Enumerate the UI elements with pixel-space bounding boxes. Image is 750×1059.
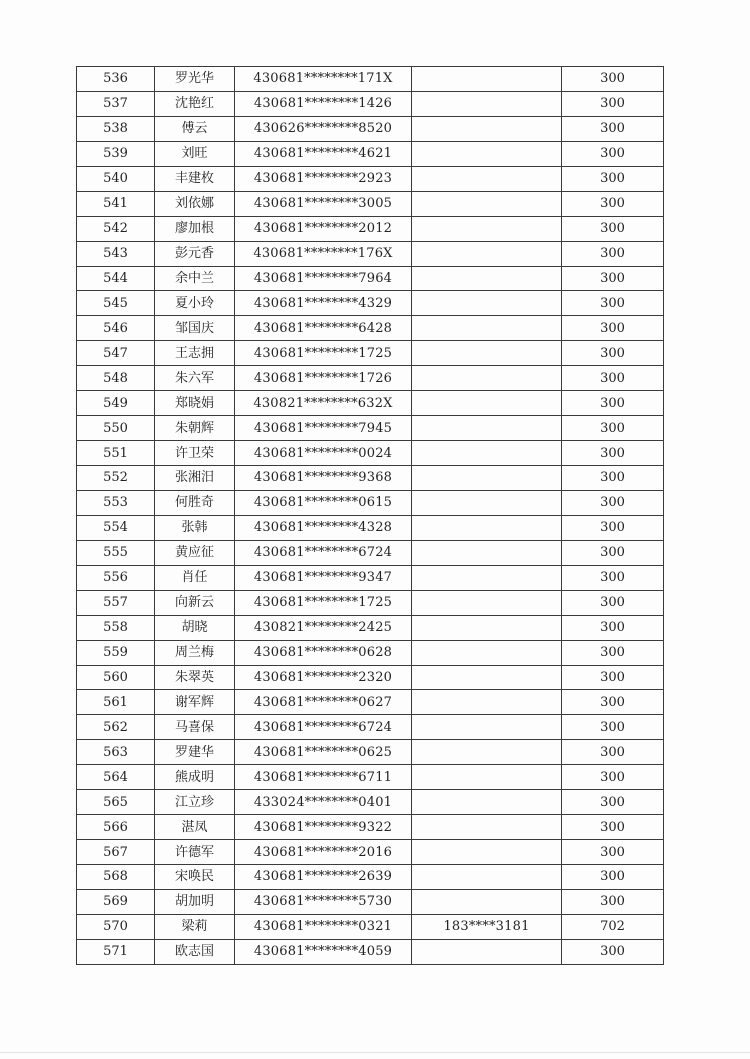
amount-cell: 300 [562,391,664,416]
phone-cell [412,690,562,715]
id-number-cell: 430681********1726 [235,366,412,391]
id-number-cell: 430681********9322 [235,815,412,840]
seq-number-cell: 548 [77,366,155,391]
seq-number-cell: 546 [77,316,155,341]
phone-cell [412,490,562,515]
phone-cell: 183****3181 [412,914,562,939]
person-name-cell: 郑晓娟 [155,391,235,416]
table-row [77,640,664,665]
person-name-cell: 朱翠英 [155,665,235,690]
id-number-cell: 430681********9368 [235,466,412,491]
seq-number-cell: 543 [77,241,155,266]
id-number-cell: 430821********2425 [235,615,412,640]
seq-number-cell: 565 [77,790,155,815]
seq-number-cell: 553 [77,490,155,515]
amount-cell: 300 [562,665,664,690]
phone-cell [412,391,562,416]
person-name-cell: 肖任 [155,565,235,590]
phone-cell [412,366,562,391]
phone-cell [412,615,562,640]
amount-cell: 300 [562,540,664,565]
amount-cell: 300 [562,441,664,466]
table-row [77,416,664,441]
person-name-cell: 彭元香 [155,241,235,266]
table-row [77,515,664,540]
person-name-cell: 胡加明 [155,889,235,914]
id-number-cell: 430681********4328 [235,515,412,540]
id-number-cell: 430681********7945 [235,416,412,441]
seq-number-cell: 552 [77,466,155,491]
table-row [77,241,664,266]
seq-number-cell: 556 [77,565,155,590]
table-row [77,914,664,939]
amount-cell: 300 [562,865,664,890]
roster-table-body [77,67,664,965]
seq-number-cell: 545 [77,291,155,316]
table-row [77,790,664,815]
person-name-cell: 熊成明 [155,765,235,790]
id-number-cell: 430681********0321 [235,914,412,939]
seq-number-cell: 568 [77,865,155,890]
seq-number-cell: 561 [77,690,155,715]
amount-cell: 300 [562,790,664,815]
id-number-cell: 430681********0625 [235,740,412,765]
phone-cell [412,116,562,141]
phone-cell [412,291,562,316]
person-name-cell: 黄应征 [155,540,235,565]
person-name-cell: 梁莉 [155,914,235,939]
phone-cell [412,141,562,166]
table-row [77,765,664,790]
id-number-cell: 430681********2012 [235,216,412,241]
person-name-cell: 何胜奇 [155,490,235,515]
person-name-cell: 湛凤 [155,815,235,840]
amount-cell: 300 [562,565,664,590]
amount-cell: 300 [562,640,664,665]
page-bottom-edge [0,1052,750,1053]
id-number-cell: 430681********2639 [235,865,412,890]
amount-cell: 300 [562,366,664,391]
id-number-cell: 430681********5730 [235,889,412,914]
seq-number-cell: 537 [77,91,155,116]
person-name-cell: 邹国庆 [155,316,235,341]
person-name-cell: 江立珍 [155,790,235,815]
table-row [77,67,664,92]
id-number-cell: 430681********6428 [235,316,412,341]
id-number-cell: 430681********1725 [235,590,412,615]
seq-number-cell: 542 [77,216,155,241]
phone-cell [412,939,562,964]
phone-cell [412,590,562,615]
seq-number-cell: 536 [77,67,155,92]
seq-number-cell: 569 [77,889,155,914]
id-number-cell: 430681********6724 [235,715,412,740]
table-row [77,865,664,890]
seq-number-cell: 560 [77,665,155,690]
seq-number-cell: 547 [77,341,155,366]
person-name-cell: 欧志国 [155,939,235,964]
table-row [77,341,664,366]
table-row [77,141,664,166]
amount-cell: 300 [562,316,664,341]
amount-cell: 300 [562,166,664,191]
id-number-cell: 430681********0627 [235,690,412,715]
table-row [77,540,664,565]
amount-cell: 300 [562,341,664,366]
id-number-cell: 430681********1426 [235,91,412,116]
person-name-cell: 胡晓 [155,615,235,640]
table-row [77,391,664,416]
amount-cell: 300 [562,67,664,92]
table-row [77,366,664,391]
phone-cell [412,191,562,216]
amount-cell: 300 [562,939,664,964]
seq-number-cell: 557 [77,590,155,615]
phone-cell [412,889,562,914]
person-name-cell: 周兰梅 [155,640,235,665]
table-row [77,116,664,141]
amount-cell: 300 [562,241,664,266]
seq-number-cell: 555 [77,540,155,565]
amount-cell: 300 [562,416,664,441]
phone-cell [412,815,562,840]
amount-cell: 300 [562,715,664,740]
seq-number-cell: 567 [77,840,155,865]
id-number-cell: 430681********7964 [235,266,412,291]
phone-cell [412,466,562,491]
amount-cell: 300 [562,815,664,840]
id-number-cell: 430681********0024 [235,441,412,466]
table-row [77,441,664,466]
phone-cell [412,790,562,815]
person-name-cell: 刘旺 [155,141,235,166]
table-row [77,490,664,515]
amount-cell: 300 [562,740,664,765]
id-number-cell: 430681********2923 [235,166,412,191]
table-row [77,665,664,690]
table-row [77,590,664,615]
table-row [77,740,664,765]
id-number-cell: 430681********171X [235,67,412,92]
id-number-cell: 430681********2320 [235,665,412,690]
person-name-cell: 朱六军 [155,366,235,391]
seq-number-cell: 563 [77,740,155,765]
amount-cell: 300 [562,116,664,141]
id-number-cell: 430681********3005 [235,191,412,216]
seq-number-cell: 541 [77,191,155,216]
person-name-cell: 谢军辉 [155,690,235,715]
roster-table [76,66,664,965]
id-number-cell: 430681********6711 [235,765,412,790]
id-number-cell: 430626********8520 [235,116,412,141]
amount-cell: 300 [562,490,664,515]
id-number-cell: 430681********4621 [235,141,412,166]
phone-cell [412,166,562,191]
table-row [77,715,664,740]
seq-number-cell: 570 [77,914,155,939]
table-row [77,815,664,840]
phone-cell [412,91,562,116]
table-row [77,565,664,590]
phone-cell [412,540,562,565]
phone-cell [412,341,562,366]
phone-cell [412,416,562,441]
seq-number-cell: 554 [77,515,155,540]
id-number-cell: 430681********1725 [235,341,412,366]
phone-cell [412,740,562,765]
phone-cell [412,865,562,890]
person-name-cell: 宋唤民 [155,865,235,890]
seq-number-cell: 550 [77,416,155,441]
seq-number-cell: 564 [77,765,155,790]
amount-cell: 300 [562,615,664,640]
person-name-cell: 丰建枚 [155,166,235,191]
amount-cell: 300 [562,91,664,116]
person-name-cell: 廖加根 [155,216,235,241]
id-number-cell: 430681********2016 [235,840,412,865]
person-name-cell: 朱朝辉 [155,416,235,441]
phone-cell [412,565,562,590]
seq-number-cell: 544 [77,266,155,291]
id-number-cell: 433024********0401 [235,790,412,815]
seq-number-cell: 562 [77,715,155,740]
phone-cell [412,515,562,540]
phone-cell [412,715,562,740]
table-row [77,316,664,341]
phone-cell [412,67,562,92]
amount-cell: 300 [562,466,664,491]
amount-cell: 300 [562,266,664,291]
table-row [77,91,664,116]
id-number-cell: 430821********632X [235,391,412,416]
amount-cell: 300 [562,191,664,216]
person-name-cell: 傅云 [155,116,235,141]
amount-cell: 300 [562,216,664,241]
person-name-cell: 许卫荣 [155,441,235,466]
phone-cell [412,665,562,690]
amount-cell: 300 [562,840,664,865]
person-name-cell: 刘依娜 [155,191,235,216]
id-number-cell: 430681********176X [235,241,412,266]
id-number-cell: 430681********4059 [235,939,412,964]
phone-cell [412,765,562,790]
phone-cell [412,840,562,865]
seq-number-cell: 559 [77,640,155,665]
amount-cell: 300 [562,515,664,540]
phone-cell [412,640,562,665]
table-row [77,166,664,191]
table-row [77,191,664,216]
amount-cell: 300 [562,889,664,914]
person-name-cell: 张湘汨 [155,466,235,491]
seq-number-cell: 566 [77,815,155,840]
table-row [77,690,664,715]
phone-cell [412,216,562,241]
table-row [77,889,664,914]
person-name-cell: 夏小玲 [155,291,235,316]
table-row [77,840,664,865]
seq-number-cell: 558 [77,615,155,640]
seq-number-cell: 571 [77,939,155,964]
id-number-cell: 430681********4329 [235,291,412,316]
id-number-cell: 430681********9347 [235,565,412,590]
table-row [77,291,664,316]
amount-cell: 300 [562,141,664,166]
table-row [77,615,664,640]
amount-cell: 300 [562,765,664,790]
person-name-cell: 余中兰 [155,266,235,291]
amount-cell: 702 [562,914,664,939]
seq-number-cell: 540 [77,166,155,191]
phone-cell [412,316,562,341]
phone-cell [412,241,562,266]
person-name-cell: 罗光华 [155,67,235,92]
seq-number-cell: 551 [77,441,155,466]
table-row [77,216,664,241]
table-row [77,466,664,491]
seq-number-cell: 549 [77,391,155,416]
id-number-cell: 430681********0628 [235,640,412,665]
amount-cell: 300 [562,690,664,715]
person-name-cell: 马喜保 [155,715,235,740]
phone-cell [412,441,562,466]
person-name-cell: 罗建华 [155,740,235,765]
amount-cell: 300 [562,590,664,615]
table-row [77,939,664,964]
person-name-cell: 向新云 [155,590,235,615]
id-number-cell: 430681********0615 [235,490,412,515]
person-name-cell: 许德军 [155,840,235,865]
person-name-cell: 王志拥 [155,341,235,366]
id-number-cell: 430681********6724 [235,540,412,565]
amount-cell: 300 [562,291,664,316]
seq-number-cell: 539 [77,141,155,166]
seq-number-cell: 538 [77,116,155,141]
person-name-cell: 沈艳红 [155,91,235,116]
table-row [77,266,664,291]
person-name-cell: 张韩 [155,515,235,540]
phone-cell [412,266,562,291]
